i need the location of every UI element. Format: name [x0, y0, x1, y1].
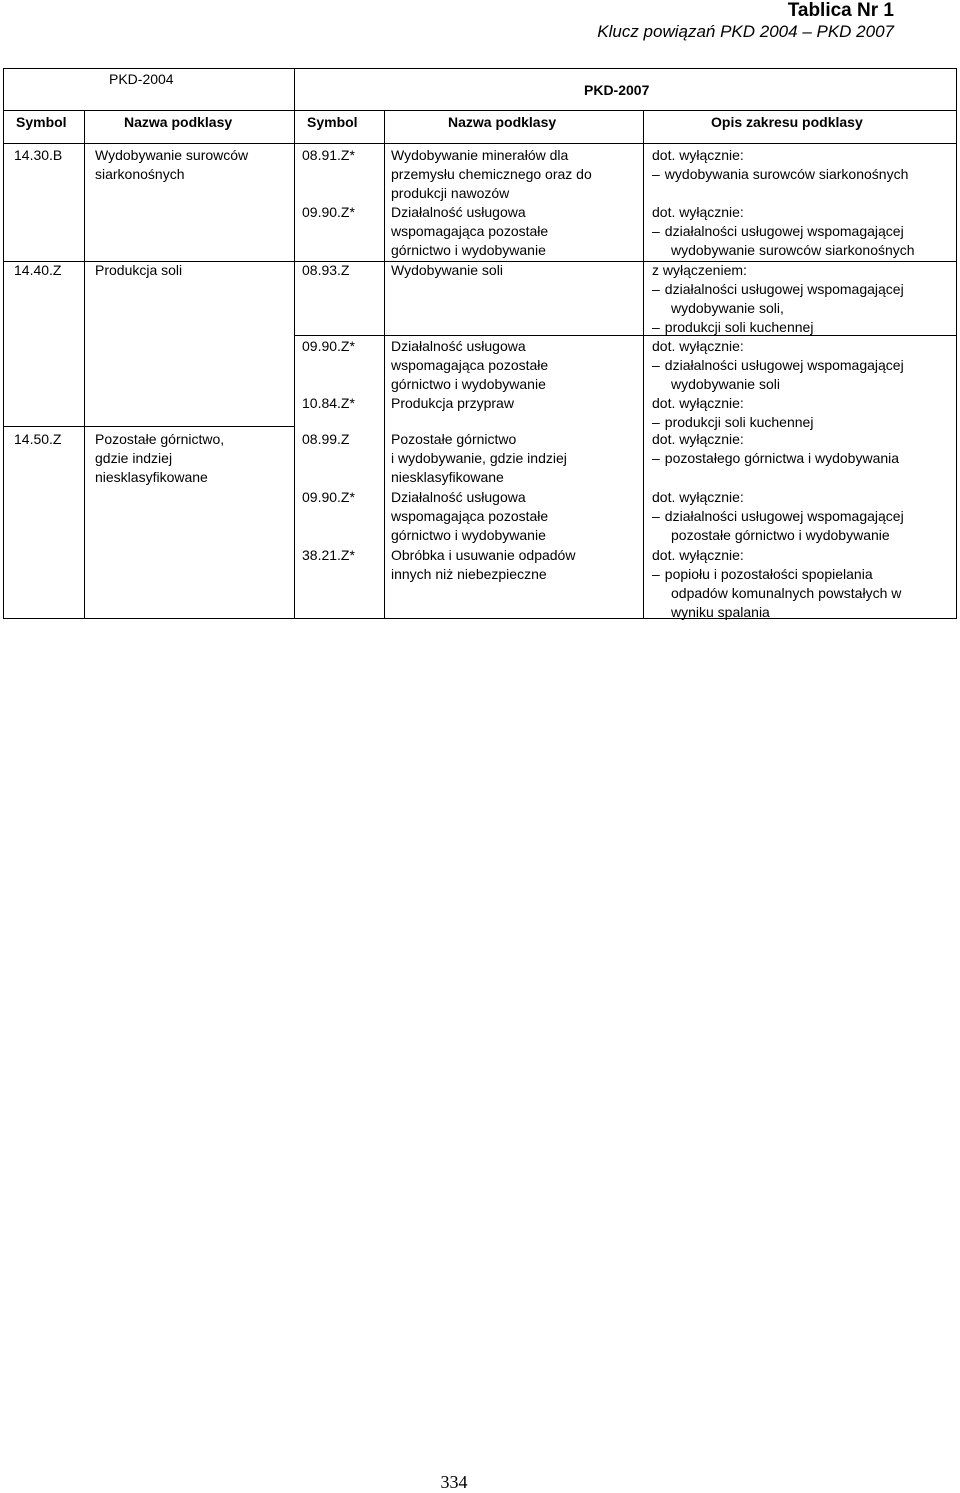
table-subtitle: Klucz powiązań PKD 2004 – PKD 2007 — [597, 22, 894, 41]
old-name-line: gdzie indziej — [95, 450, 173, 466]
scope-item-continuation: wyniku spalania — [671, 604, 770, 620]
scope-qualifier: dot. wyłącznie: — [652, 147, 744, 163]
scope-qualifier: dot. wyłącznie: — [652, 338, 744, 354]
col-header-symbol-2004: Symbol — [16, 114, 67, 130]
scope-item: – produkcji soli kuchennej — [652, 413, 813, 432]
scope-qualifier: dot. wyłącznie: — [652, 204, 744, 220]
new-symbol: 09.90.Z* — [302, 204, 355, 220]
scope-item: – produkcji soli kuchennej — [652, 318, 813, 337]
new-name-line: górnictwo i wydobywanie — [391, 242, 546, 258]
scope-item: – działalności usługowej wspomagającej — [652, 507, 904, 526]
new-name-line: przemysłu chemicznego oraz do — [391, 166, 592, 182]
col-header-name-2004: Nazwa podklasy — [124, 114, 233, 130]
new-name-line: Działalność usługowa — [391, 338, 526, 354]
scope-item: – popiołu i pozostałości spopielania — [652, 565, 873, 584]
scope-qualifier: dot. wyłącznie: — [652, 547, 744, 563]
new-name-line: niesklasyfikowane — [391, 469, 504, 485]
old-name-line: Wydobywanie surowców — [95, 147, 249, 163]
new-name-line: Działalność usługowa — [391, 204, 526, 220]
header-pkd-2007: PKD-2007 — [584, 82, 650, 98]
scope-item: – działalności usługowej wspomagającej — [652, 222, 904, 241]
scope-item: – działalności usługowej wspomagającej — [652, 356, 904, 375]
page-number: 334 — [440, 1472, 468, 1492]
new-name-line: Produkcja przypraw — [391, 395, 514, 411]
new-name-line: wspomagająca pozostałe — [391, 508, 549, 524]
scope-qualifier: dot. wyłącznie: — [652, 489, 744, 505]
old-symbol: 14.30.B — [14, 147, 63, 163]
new-name-line: i wydobywanie, gdzie indziej — [391, 450, 567, 466]
scope-item-continuation: wydobywanie soli — [671, 376, 780, 392]
old-name-line: niesklasyfikowane — [95, 469, 208, 485]
new-name-line: produkcji nawozów — [391, 185, 510, 201]
header-pkd-2004: PKD-2004 — [109, 71, 174, 87]
new-symbol: 08.99.Z — [302, 431, 350, 447]
new-symbol: 08.91.Z* — [302, 147, 355, 163]
scope-qualifier: z wyłączeniem: — [652, 262, 747, 278]
scope-qualifier: dot. wyłącznie: — [652, 431, 744, 447]
old-name-line: Produkcja soli — [95, 262, 183, 278]
new-symbol: 09.90.Z* — [302, 338, 355, 354]
table-number-title: Tablica Nr 1 — [787, 0, 894, 21]
old-name-line: Pozostałe górnictwo, — [95, 431, 225, 447]
scope-qualifier: dot. wyłącznie: — [652, 395, 744, 411]
new-name-line: Pozostałe górnictwo — [391, 431, 517, 447]
old-symbol: 14.40.Z — [14, 262, 62, 278]
new-symbol: 09.90.Z* — [302, 489, 355, 505]
scope-item: – działalności usługowej wspomagającej — [652, 280, 904, 299]
new-name-line: Wydobywanie soli — [391, 262, 503, 278]
scope-item-continuation: odpadów komunalnych powstałych w — [671, 585, 902, 601]
new-name-line: górnictwo i wydobywanie — [391, 527, 546, 543]
scope-item-continuation: wydobywanie surowców siarkonośnych — [671, 242, 915, 258]
scope-item-continuation: pozostałe górnictwo i wydobywanie — [671, 527, 890, 543]
new-name-line: górnictwo i wydobywanie — [391, 376, 546, 392]
col-header-name-2007: Nazwa podklasy — [448, 114, 557, 130]
new-symbol: 08.93.Z — [302, 262, 350, 278]
scope-item: – wydobywania surowców siarkonośnych — [652, 165, 908, 184]
new-name-line: Wydobywanie minerałów dla — [391, 147, 569, 163]
new-name-line: wspomagająca pozostałe — [391, 357, 549, 373]
new-name-line: Działalność usługowa — [391, 489, 526, 505]
col-header-scope: Opis zakresu podklasy — [711, 114, 863, 130]
scope-item: – pozostałego górnictwa i wydobywania — [652, 449, 899, 468]
col-header-symbol-2007: Symbol — [307, 114, 358, 130]
new-symbol: 38.21.Z* — [302, 547, 355, 563]
new-name-line: wspomagająca pozostałe — [391, 223, 549, 239]
old-symbol: 14.50.Z — [14, 431, 62, 447]
scope-item-continuation: wydobywanie soli, — [671, 300, 784, 316]
new-symbol: 10.84.Z* — [302, 395, 355, 411]
new-name-line: innych niż niebezpieczne — [391, 566, 547, 582]
new-name-line: Obróbka i usuwanie odpadów — [391, 547, 576, 563]
old-name-line: siarkonośnych — [95, 166, 185, 182]
